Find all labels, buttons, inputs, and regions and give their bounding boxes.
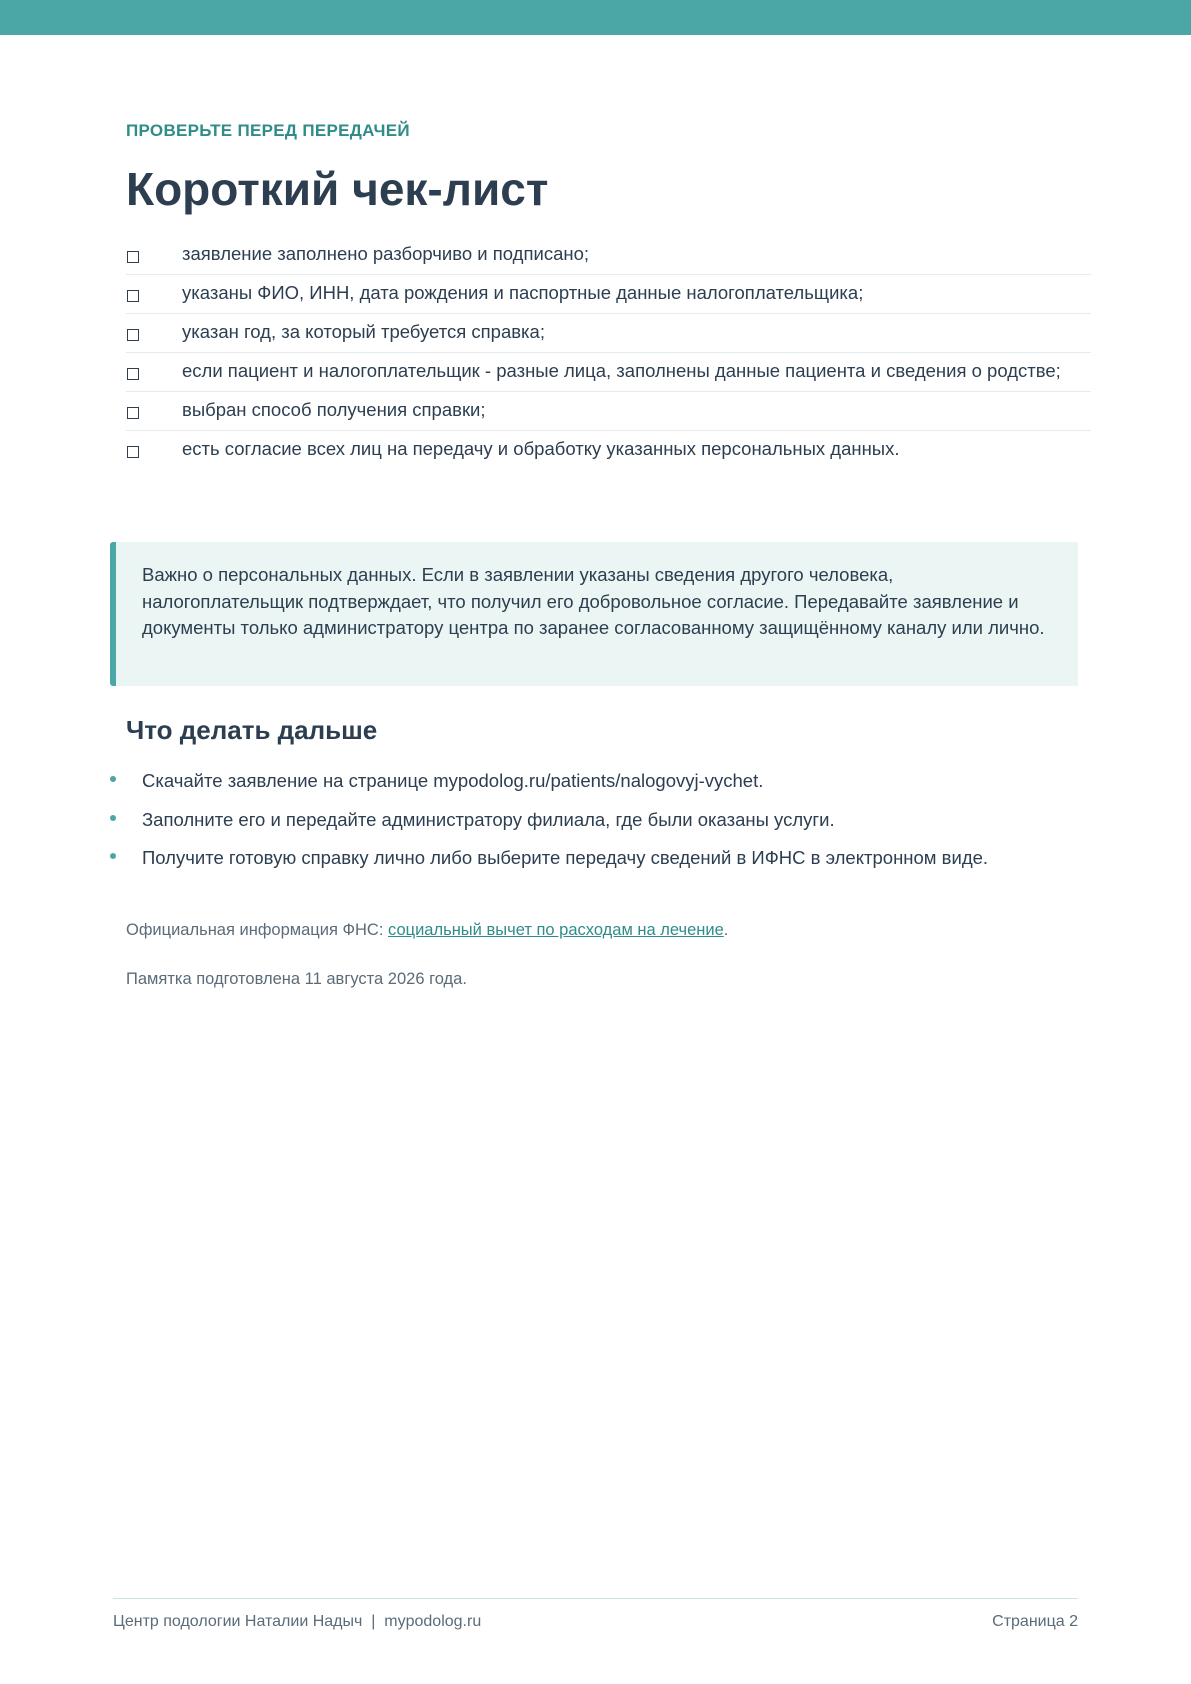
bullet-icon — [110, 776, 116, 782]
bullet-icon — [110, 853, 116, 859]
prepared-date: Памятка подготовлена 11 августа 2026 года. — [126, 970, 467, 988]
list-item — [110, 807, 1090, 846]
official-info-prefix: Официальная информация ФНС: — [126, 921, 389, 939]
checkbox-icon[interactable] — [127, 290, 139, 302]
checklist-item-label: указаны ФИО, ИНН, дата рождения и паспортные данные налогоплательщика; — [182, 282, 864, 303]
notice-text: Важно о персональных данных. Если в заявлении указаны сведения другого человека, налогоплательщик подтверждает, что получил его добровольное согласие. Передавайте заявление и документы только администратору центра по заранее согласованному защищённому каналу или лично. — [142, 564, 1045, 638]
checkbox-icon[interactable] — [127, 329, 139, 341]
checklist-item — [126, 275, 1091, 314]
list-item — [110, 845, 1090, 884]
fns-deduction-link[interactable]: социальный вычет по расходам на лечение — [388, 921, 724, 939]
step-text: Получите готовую справку лично либо выберите передачу сведений в ИФНС в электронном виде. — [142, 847, 989, 868]
personal-data-notice — [110, 542, 1078, 686]
checkbox-icon[interactable] — [127, 446, 139, 458]
checklist-item — [126, 431, 1091, 469]
checklist-item-label: заявление заполнено разборчиво и подписано; — [182, 243, 590, 264]
page-title: Короткий чек-лист — [126, 163, 549, 215]
checkbox-icon[interactable] — [127, 368, 139, 380]
top-accent-band — [0, 0, 1191, 35]
checklist-item-label: указан год, за который требуется справка; — [182, 321, 545, 342]
checklist — [126, 236, 1091, 469]
official-info-suffix: . — [723, 921, 729, 939]
footer-divider — [113, 1598, 1078, 1599]
checklist-item — [126, 314, 1091, 353]
checklist-item — [126, 353, 1091, 392]
step-text: Заполните его и передайте администратору филиала, где были оказаны услуги. — [142, 808, 835, 830]
checklist-item-label: выбран способ получения справки; — [182, 399, 486, 420]
checklist-item — [126, 236, 1091, 275]
checklist-item-label: есть согласие всех лиц на передачу и обработку указанных персональных данных. — [182, 438, 900, 459]
list-item — [110, 768, 1090, 807]
checklist-item — [126, 392, 1091, 431]
next-steps-heading: Что делать дальше — [126, 715, 378, 745]
page-number: Страница 2 — [992, 1613, 1078, 1630]
bullet-icon — [110, 815, 116, 821]
checkbox-icon[interactable] — [127, 251, 139, 263]
step-text: Скачайте заявление на странице mypodolog.ru/patients/nalogovyj-vychet. — [142, 770, 764, 791]
checklist-item-label: если пациент и налогоплательщик - разные лица, заполнены данные пациента и сведения о родстве; — [182, 360, 1061, 381]
footer-org-info: Центр подологии Наталии Надыч | mypodolog.ru — [113, 1613, 482, 1630]
section-eyebrow: ПРОВЕРЬТЕ ПЕРЕД ПЕРЕДАЧЕЙ — [126, 121, 410, 140]
official-info-line — [126, 919, 728, 941]
checkbox-icon[interactable] — [127, 407, 139, 419]
next-steps-list — [110, 768, 1090, 884]
